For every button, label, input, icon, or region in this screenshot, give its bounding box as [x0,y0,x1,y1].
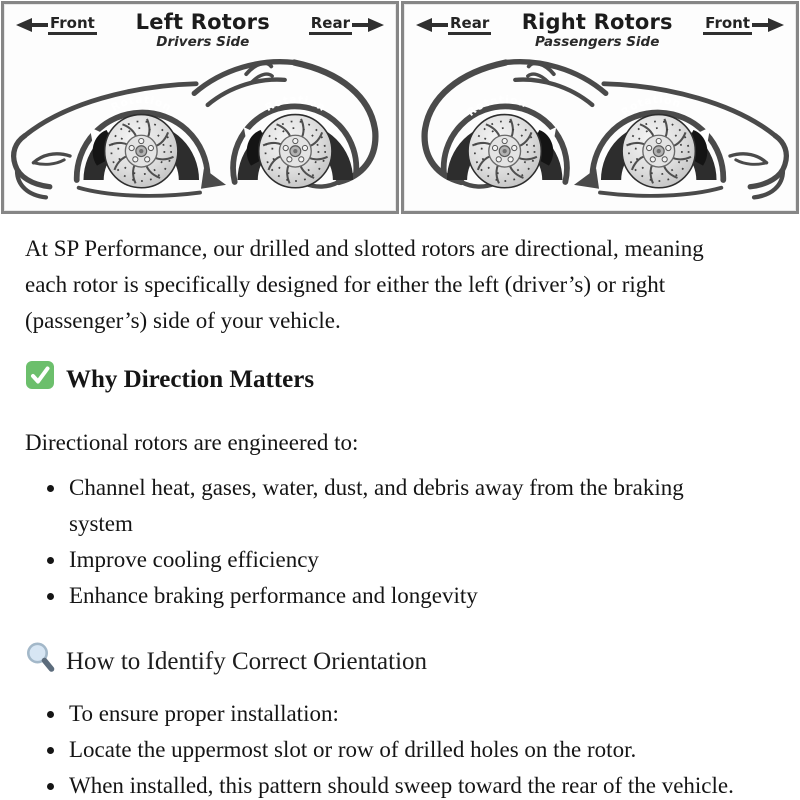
benefits-list [25,470,743,614]
list-item: • To ensure proper installation: [67,696,743,732]
front-label: Front [48,15,97,35]
right-rotors-panel [401,1,799,214]
panel-title: Right Rotors [521,10,673,34]
right-panel-header [404,4,796,50]
magnifying-glass-emoji [25,641,55,683]
right-car-illustration [404,51,796,207]
front-label: Front [703,15,752,35]
left-rotors-panel [1,1,399,214]
rear-direction [309,15,384,35]
check-mark-emoji [25,360,55,399]
panel-subtitle: Drivers Side [156,34,250,50]
rear-label: Rear [448,15,491,35]
list-item: • When installed, this pattern should sweep toward the rear of the vehicle. [67,768,743,800]
arrow-left-icon [16,18,48,32]
list-item: • Channel heat, gases, water, dust, and debris away from the braking system [67,470,743,542]
heading-text: How to Identify Correct Orientation [66,648,428,675]
arrow-right-icon [352,18,384,32]
heading-text: Why Direction Matters [66,365,315,393]
arrow-left-icon [416,18,448,32]
section-heading-identify-orientation [25,641,775,683]
orientation-steps-list [25,696,743,800]
arrow-right-icon [752,18,784,32]
panel-title: Left Rotors [135,10,270,34]
front-direction [16,15,97,35]
list-item: • Locate the uppermost slot or row of drilled holes on the rotor. [67,732,743,768]
list-item: • Improve cooling efficiency [67,542,743,578]
left-car-illustration [4,51,396,207]
left-panel-header [4,4,396,50]
article-body [0,231,800,800]
rotor-direction-diagram [0,0,800,215]
section-heading-why-direction-matters [25,360,775,399]
lead-line: Directional rotors are engineered to: [25,430,359,455]
front-direction [703,15,784,35]
rear-direction [416,15,491,35]
list-item: • Enhance braking performance and longevity [67,578,743,614]
rear-label: Rear [309,15,352,35]
intro-paragraph: At SP Performance, our drilled and slotted rotors are directional, meaning each rotor is specifically designed for either the left (driver’s) or right (passenger’s) side of your vehicle. [25,236,704,333]
panel-subtitle: Passengers Side [535,34,660,50]
